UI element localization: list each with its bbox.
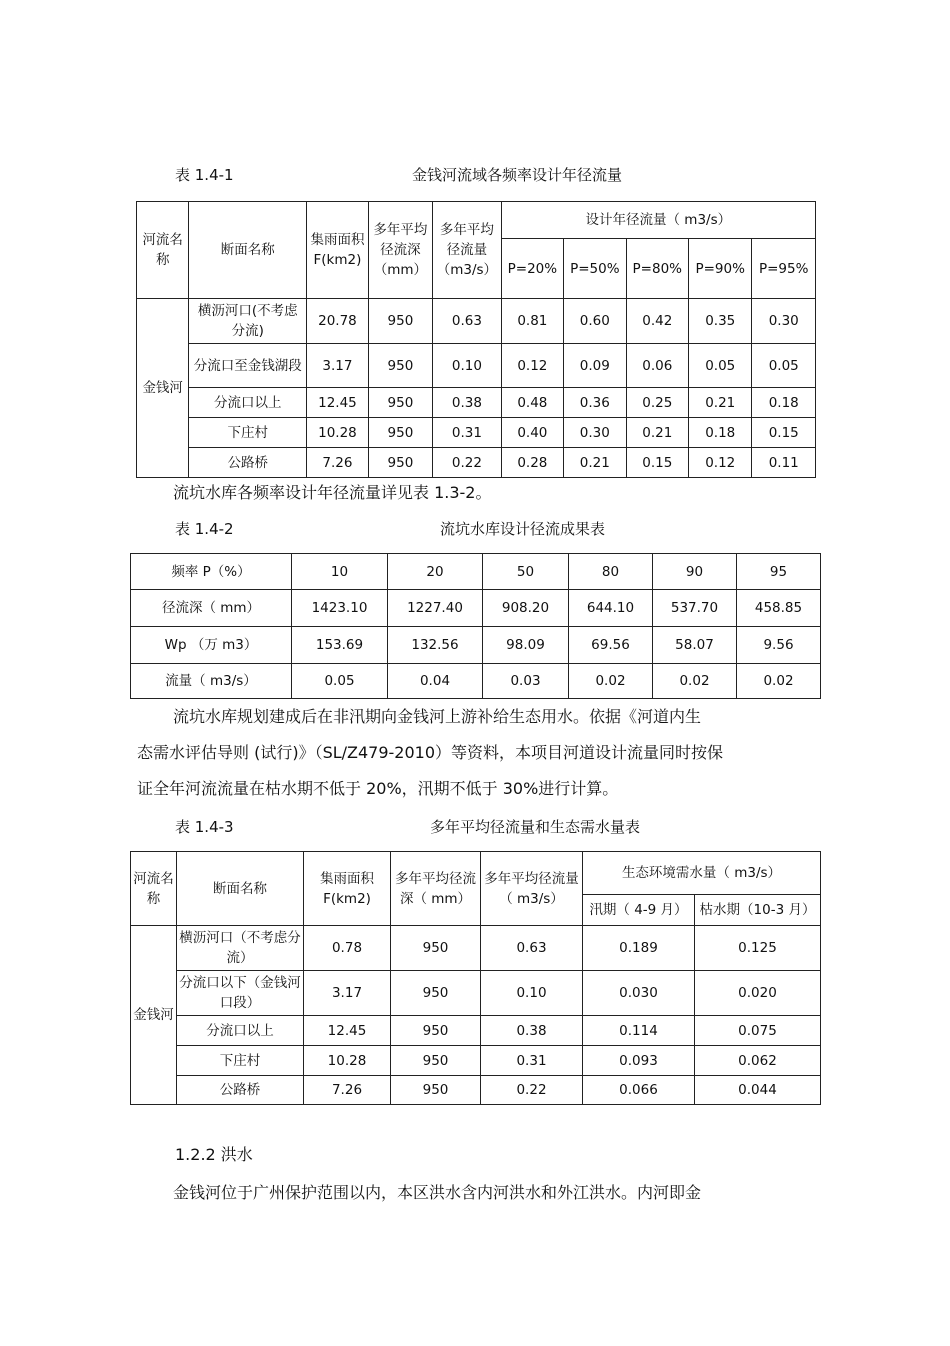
table-row — [131, 926, 821, 971]
cell: 3.17 — [304, 971, 391, 1016]
cell: 0.10 — [433, 344, 502, 388]
cell: 0.48 — [501, 388, 563, 418]
cell: 0.25 — [626, 388, 688, 418]
header-freq: P=95% — [752, 239, 816, 299]
cell: 0.05 — [689, 344, 752, 388]
cell: 0.36 — [564, 388, 626, 418]
header-depth: 多年平均径流深（mm） — [368, 202, 432, 299]
cell: 80 — [569, 554, 653, 590]
cell: 537.70 — [653, 590, 737, 627]
table-row — [131, 971, 821, 1016]
header-design-flow: 设计年径流量（ m3/s） — [501, 202, 815, 239]
cell: 0.12 — [689, 448, 752, 478]
cell: 0.31 — [481, 1046, 583, 1076]
header-section: 断面名称 — [177, 852, 304, 926]
table1-number: 表 1.4-1 — [175, 166, 234, 184]
header-flow: 多年平均径流量（ m3/s） — [481, 852, 583, 926]
cell: 10 — [292, 554, 388, 590]
cell: 0.21 — [626, 418, 688, 448]
cell: 0.38 — [481, 1016, 583, 1046]
header-river: 河流名称 — [137, 202, 189, 299]
cell: 950 — [391, 1076, 481, 1105]
table-row — [137, 418, 816, 448]
header-section: 断面名称 — [189, 202, 307, 299]
cell: 0.28 — [501, 448, 563, 478]
table-row — [131, 1076, 821, 1105]
table-row — [131, 554, 821, 590]
cell: 0.18 — [689, 418, 752, 448]
cell: 0.09 — [564, 344, 626, 388]
cell: 0.11 — [752, 448, 816, 478]
cell: 0.38 — [433, 388, 502, 418]
section-name: 公路桥 — [189, 448, 307, 478]
cell: 0.15 — [752, 418, 816, 448]
header-eco-demand: 生态环境需水量（ m3/s） — [583, 852, 821, 895]
header-dry-season: 枯水期（10-3 月） — [695, 895, 821, 926]
cell: 0.12 — [501, 344, 563, 388]
section-name: 横沥河口(不考虑分流) — [189, 299, 307, 344]
section-name: 下庄村 — [189, 418, 307, 448]
section-name: 公路桥 — [177, 1076, 304, 1105]
cell: 153.69 — [292, 627, 388, 664]
cell: 0.31 — [433, 418, 502, 448]
cell: 0.03 — [483, 664, 569, 699]
table1-title: 金钱河流域各频率设计年径流量 — [412, 166, 623, 184]
cell: 12.45 — [307, 388, 368, 418]
table2-title: 流坑水库设计径流成果表 — [440, 520, 606, 538]
cell: 0.02 — [569, 664, 653, 699]
cell: 3.17 — [307, 344, 368, 388]
table-row — [131, 1046, 821, 1076]
header-area: 集雨面积F(km2) — [304, 852, 391, 926]
cell: 950 — [391, 926, 481, 971]
section-heading: 1.2.2 洪水 — [175, 1145, 253, 1164]
row-label: 径流深（ mm） — [131, 590, 292, 627]
cell: 950 — [368, 448, 432, 478]
river-name: 金钱河 — [131, 926, 177, 1105]
header-freq: P=80% — [626, 239, 688, 299]
table-row — [131, 664, 821, 699]
cell: 0.15 — [626, 448, 688, 478]
cell: 950 — [391, 971, 481, 1016]
cell: 58.07 — [653, 627, 737, 664]
table3-title: 多年平均径流量和生态需水量表 — [430, 818, 641, 836]
cell: 7.26 — [304, 1076, 391, 1105]
cell: 0.04 — [388, 664, 483, 699]
table2-number: 表 1.4-2 — [175, 520, 234, 538]
cell: 10.28 — [304, 1046, 391, 1076]
paragraph-2-line-3: 证全年河流流量在枯水期不低于 20%，汛期不低于 30%进行计算。 — [137, 779, 619, 798]
cell: 0.075 — [695, 1016, 821, 1046]
section-name: 下庄村 — [177, 1046, 304, 1076]
cell: 0.02 — [653, 664, 737, 699]
table3 — [130, 851, 821, 1105]
cell: 69.56 — [569, 627, 653, 664]
row-label: 流量（ m3/s） — [131, 664, 292, 699]
paragraph-3: 金钱河位于广州保护范围以内，本区洪水含内河洪水和外江洪水。内河即金 — [173, 1183, 702, 1202]
cell: 12.45 — [304, 1016, 391, 1046]
cell: 20.78 — [307, 299, 368, 344]
row-label: Wp （万 m3） — [131, 627, 292, 664]
cell: 458.85 — [737, 590, 821, 627]
cell: 0.30 — [564, 418, 626, 448]
header-freq: P=50% — [564, 239, 626, 299]
cell: 7.26 — [307, 448, 368, 478]
header-flood-season: 汛期（ 4-9 月） — [583, 895, 695, 926]
paragraph-1: 流坑水库各频率设计年径流量详见表 1.3-2。 — [173, 483, 492, 502]
header-freq: P=90% — [689, 239, 752, 299]
cell: 0.10 — [481, 971, 583, 1016]
cell: 644.10 — [569, 590, 653, 627]
cell: 0.21 — [564, 448, 626, 478]
cell: 0.81 — [501, 299, 563, 344]
cell: 950 — [368, 299, 432, 344]
cell: 98.09 — [483, 627, 569, 664]
cell: 0.189 — [583, 926, 695, 971]
header-depth: 多年平均径流深（ mm） — [391, 852, 481, 926]
cell: 0.05 — [752, 344, 816, 388]
cell: 0.22 — [481, 1076, 583, 1105]
paragraph-2-line-1: 流坑水库规划建成后在非汛期向金钱河上游补给生态用水。依据《河道内生 — [173, 707, 702, 726]
section-name: 分流口至金钱湖段 — [189, 344, 307, 388]
table-row — [137, 448, 816, 478]
cell: 0.02 — [737, 664, 821, 699]
table-row — [137, 388, 816, 418]
cell: 0.114 — [583, 1016, 695, 1046]
cell: 0.78 — [304, 926, 391, 971]
cell: 0.63 — [433, 299, 502, 344]
table-row — [137, 299, 816, 344]
cell: 950 — [391, 1046, 481, 1076]
section-name: 分流口以上 — [177, 1016, 304, 1046]
cell: 950 — [391, 1016, 481, 1046]
table3-number: 表 1.4-3 — [175, 818, 234, 836]
header-river: 河流名称 — [131, 852, 177, 926]
cell: 0.40 — [501, 418, 563, 448]
cell: 0.030 — [583, 971, 695, 1016]
table1 — [136, 201, 816, 478]
cell: 0.18 — [752, 388, 816, 418]
cell: 0.63 — [481, 926, 583, 971]
cell: 0.22 — [433, 448, 502, 478]
cell: 950 — [368, 344, 432, 388]
paragraph-2-line-2: 态需水评估导则 (试行)》（SL/Z479-2010）等资料，本项目河道设计流量同时按保 — [137, 743, 724, 762]
table2 — [130, 553, 821, 699]
header-freq: P=20% — [501, 239, 563, 299]
cell: 0.020 — [695, 971, 821, 1016]
cell: 90 — [653, 554, 737, 590]
cell: 0.066 — [583, 1076, 695, 1105]
cell: 0.06 — [626, 344, 688, 388]
cell: 950 — [368, 388, 432, 418]
cell: 950 — [368, 418, 432, 448]
section-name: 分流口以下（金钱河口段） — [177, 971, 304, 1016]
cell: 0.21 — [689, 388, 752, 418]
row-label: 频率 P（%） — [131, 554, 292, 590]
cell: 0.30 — [752, 299, 816, 344]
section-name: 分流口以上 — [189, 388, 307, 418]
cell: 50 — [483, 554, 569, 590]
river-name: 金钱河 — [137, 299, 189, 478]
header-flow: 多年平均径流量（m3/s） — [433, 202, 502, 299]
section-name: 横沥河口（不考虑分流） — [177, 926, 304, 971]
cell: 0.062 — [695, 1046, 821, 1076]
cell: 0.35 — [689, 299, 752, 344]
cell: 0.125 — [695, 926, 821, 971]
cell: 0.044 — [695, 1076, 821, 1105]
cell: 132.56 — [388, 627, 483, 664]
table-row — [137, 344, 816, 388]
cell: 0.42 — [626, 299, 688, 344]
table-row — [131, 590, 821, 627]
cell: 0.60 — [564, 299, 626, 344]
cell: 908.20 — [483, 590, 569, 627]
table-row — [131, 1016, 821, 1046]
cell: 10.28 — [307, 418, 368, 448]
table-row — [131, 627, 821, 664]
cell: 0.05 — [292, 664, 388, 699]
cell: 1423.10 — [292, 590, 388, 627]
cell: 1227.40 — [388, 590, 483, 627]
cell: 95 — [737, 554, 821, 590]
cell: 9.56 — [737, 627, 821, 664]
cell: 20 — [388, 554, 483, 590]
cell: 0.093 — [583, 1046, 695, 1076]
header-area: 集雨面积F(km2) — [307, 202, 368, 299]
